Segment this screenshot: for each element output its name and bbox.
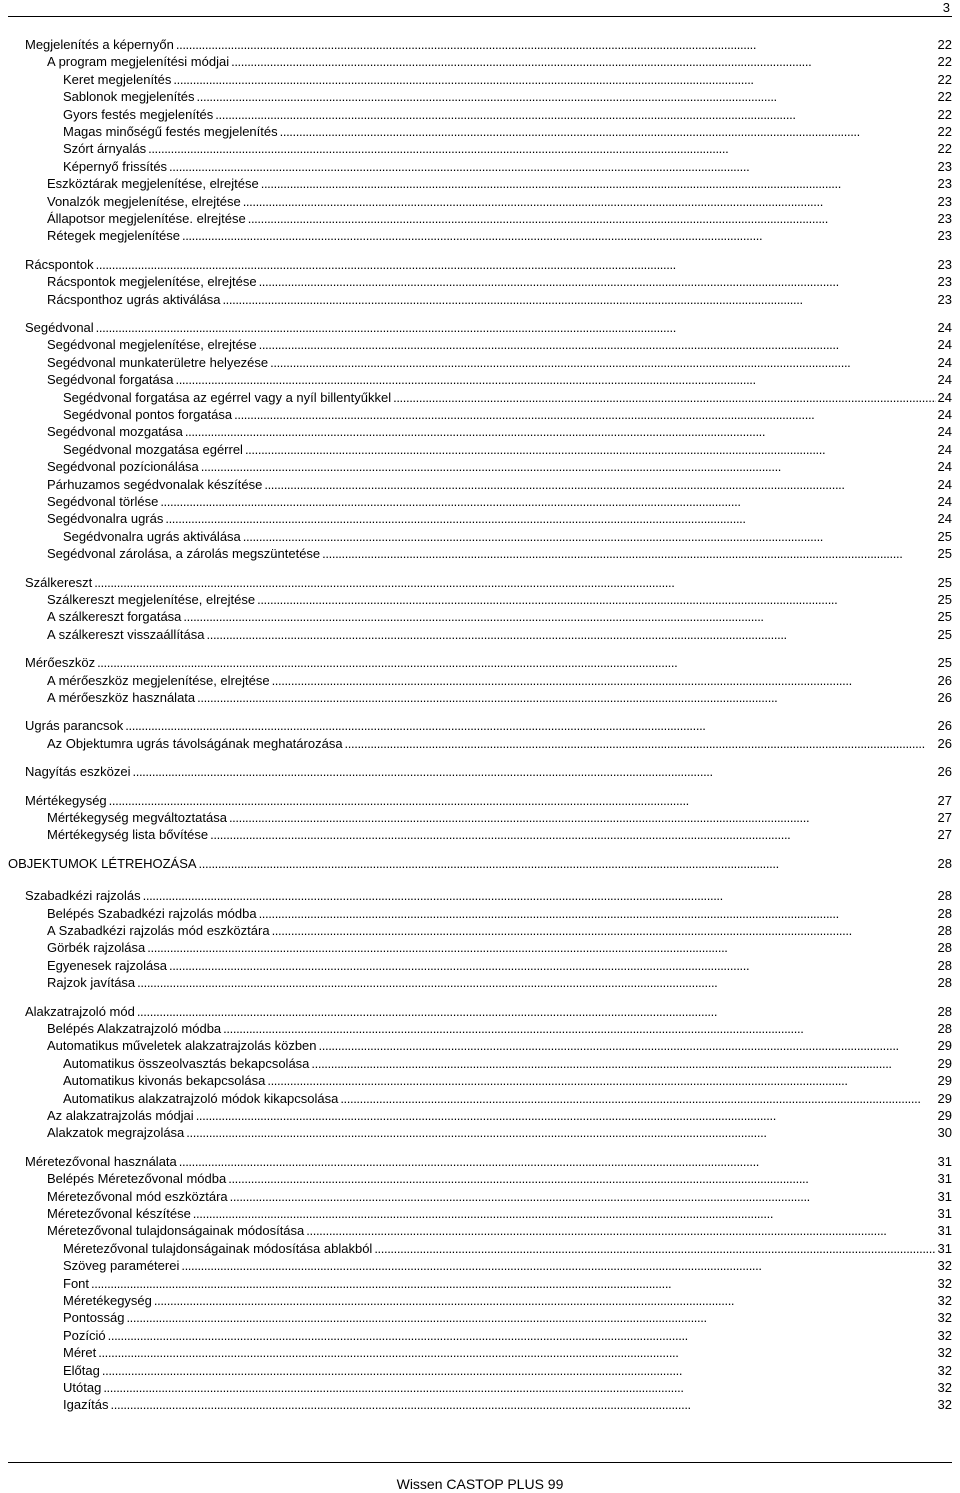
toc-leader-dots [98, 1344, 935, 1361]
toc-entry-page: 28 [937, 957, 952, 973]
toc-entry-page: 32 [937, 1362, 952, 1378]
toc-entry-page: 29 [937, 1073, 952, 1089]
toc-entry-title: Egyenesek rajzolása [47, 957, 167, 973]
toc-entry-title: Automatikus műveletek alakzatrajzolás közben [47, 1038, 317, 1054]
toc-entry-title: Vonalzók megjelenítése, elrejtése [47, 193, 241, 209]
toc-entry[interactable] [47, 1107, 952, 1124]
toc-leader-dots [322, 545, 935, 562]
toc-leader-dots [234, 406, 935, 423]
toc-entry-page: 32 [937, 1327, 952, 1343]
toc-entry-page: 25 [937, 592, 952, 607]
toc-entry-title: Méretékegység [63, 1293, 152, 1308]
toc-leader-dots [96, 319, 936, 336]
toc-entry[interactable] [63, 406, 952, 423]
toc-entry[interactable] [63, 1362, 952, 1379]
toc-entry[interactable] [63, 1275, 952, 1292]
toc-entry-title: Segédvonalra ugrás [47, 511, 164, 527]
toc-entry-page: 23 [937, 228, 952, 244]
toc-leader-dots [345, 735, 936, 752]
toc-entry-title: Sablonok megjelenítés [63, 89, 195, 105]
toc-entry-page: 28 [937, 855, 952, 871]
toc-leader-dots [103, 1379, 935, 1396]
toc-entry-title: Segédvonal törlése [47, 494, 159, 509]
toc-leader-dots [137, 1003, 936, 1020]
toc-entry[interactable] [63, 123, 952, 140]
toc-leader-dots [199, 855, 936, 872]
toc-entry-title: Méretezővonal tulajdonságainak módosítása ablakból [63, 1240, 373, 1256]
toc-entry[interactable] [47, 974, 952, 991]
toc-leader-dots [259, 336, 936, 353]
toc-entry-page: 23 [937, 211, 952, 226]
toc-entry-title: Segédvonal forgatása [47, 372, 174, 388]
toc-entry-title: Belépés Szabadkézi rajzolás módba [47, 905, 257, 921]
toc-entry[interactable] [47, 957, 952, 974]
toc-entry[interactable] [47, 1020, 952, 1037]
toc-leader-dots [230, 1188, 936, 1205]
toc-entry[interactable] [47, 545, 952, 562]
toc-entry-page: 22 [937, 141, 952, 157]
toc-entry-page: 24 [937, 441, 952, 457]
toc-entry-title: Rácspontok megjelenítése, elrejtése [47, 274, 257, 290]
toc-entry[interactable] [47, 371, 952, 388]
toc-leader-dots [185, 423, 936, 440]
toc-entry[interactable] [63, 140, 952, 157]
toc-entry[interactable] [63, 1396, 952, 1413]
toc-entry[interactable] [47, 1222, 952, 1239]
toc-entry-page: 24 [937, 372, 952, 388]
toc-leader-dots [210, 826, 935, 843]
toc-entry-page: 28 [937, 905, 952, 921]
toc-leader-dots [137, 974, 935, 991]
toc-leader-dots [270, 354, 935, 371]
toc-entry-page: 32 [937, 1397, 952, 1413]
toc-entry-title: A szálkereszt forgatása [47, 609, 182, 625]
toc-leader-dots [374, 1240, 935, 1257]
toc-leader-dots [201, 458, 936, 475]
toc-entry-title: Mértékegység lista bővítése [47, 827, 209, 843]
toc-entry[interactable] [47, 591, 952, 608]
toc-leader-dots [109, 792, 936, 809]
toc-entry-page: 24 [937, 476, 952, 492]
toc-entry[interactable] [25, 887, 952, 904]
toc-entry[interactable] [25, 319, 952, 336]
page-number: 3 [942, 0, 950, 15]
toc-leader-dots [96, 256, 936, 273]
toc-entry-page: 28 [937, 1003, 952, 1019]
toc-entry-page: 31 [937, 1206, 952, 1221]
toc-entry[interactable] [47, 922, 952, 939]
toc-entry[interactable] [47, 905, 952, 922]
toc-entry-title: Igazítás [63, 1397, 109, 1413]
toc-entry-title: Szálkereszt megjelenítése, elrejtése [47, 592, 256, 607]
toc-entry[interactable] [63, 1072, 952, 1089]
toc-leader-dots [165, 510, 935, 527]
toc-entry[interactable] [47, 336, 952, 353]
footer-text: Wissen CASTOP PLUS 99 [396, 1476, 564, 1492]
toc-leader-dots [102, 1362, 936, 1379]
toc-leader-dots [261, 175, 936, 192]
toc-leader-dots [97, 654, 935, 671]
toc-entry-page: 26 [937, 690, 952, 705]
toc-entry-page: 31 [937, 1153, 952, 1169]
toc-entry[interactable] [47, 939, 952, 956]
toc-entry-page: 22 [937, 89, 952, 105]
toc-entry-title: Mértékegység [25, 792, 107, 808]
toc-entry-page: 25 [937, 626, 952, 642]
toc-leader-dots [259, 273, 936, 290]
toc-entry-page: 24 [937, 354, 952, 370]
toc-entry-title: Szórt árnyalás [63, 141, 147, 157]
toc-entry-title: A szálkereszt visszaállítása [47, 626, 205, 642]
toc-entry-page: 23 [937, 274, 952, 290]
toc-entry-title: Segédvonal mozgatása [47, 424, 183, 440]
toc-entry-page: 32 [937, 1258, 952, 1274]
toc-entry[interactable] [47, 672, 952, 689]
toc-entry-title: Pozíció [63, 1327, 106, 1343]
toc-entry-title: Alakzatrajzoló mód [25, 1003, 135, 1019]
toc-entry[interactable] [25, 574, 952, 591]
toc-entry[interactable] [25, 792, 952, 809]
toc-entry[interactable] [47, 510, 952, 527]
toc-entry-page: 28 [937, 888, 952, 904]
toc-entry-page: 24 [937, 337, 952, 353]
toc-entry[interactable] [63, 158, 952, 175]
toc-entry-title: Eszköztárak megjelenítése, elrejtése [47, 176, 259, 192]
toc-entry-page: 31 [937, 1171, 952, 1187]
toc-leader-dots [94, 574, 935, 591]
toc-entry-page: 24 [937, 389, 952, 405]
toc-leader-dots [228, 1170, 935, 1187]
toc-leader-dots [223, 1020, 935, 1037]
toc-entry-page: 32 [937, 1310, 952, 1326]
toc-entry-title: A program megjelenítési módjai [47, 54, 230, 70]
toc-leader-dots [126, 1309, 935, 1326]
toc-entry[interactable] [47, 227, 952, 244]
toc-leader-dots [259, 905, 936, 922]
toc-entry-title: Szöveg paraméterei [63, 1258, 180, 1274]
toc-leader-dots [197, 689, 935, 706]
toc-leader-dots [193, 1205, 936, 1222]
toc-entry[interactable] [47, 1037, 952, 1054]
toc-entry-title: Gyors festés megjelenítés [63, 106, 214, 122]
toc-entry-title: Előtag [63, 1362, 100, 1378]
toc-entry[interactable] [25, 654, 952, 671]
toc-leader-dots [181, 1257, 935, 1274]
toc-entry-title: Pontosság [63, 1310, 125, 1326]
toc-leader-dots [243, 193, 936, 210]
toc-entry[interactable] [63, 106, 952, 123]
toc-entry-title: Megjelenítés a képernyőn [25, 37, 174, 52]
toc-entry-title: Képernyő frissítés [63, 158, 168, 174]
toc-entry-page: 31 [937, 1223, 952, 1239]
toc-entry[interactable] [47, 626, 952, 643]
toc-leader-dots [272, 672, 936, 689]
toc-entry-title: Méretezővonal tulajdonságainak módosítása [47, 1223, 305, 1239]
toc-entry-title: OBJEKTUMOK LÉTREHOZÁSA [8, 855, 197, 871]
toc-leader-dots [183, 608, 935, 625]
toc-entry[interactable] [47, 1124, 952, 1141]
toc-entry-title: Méretezővonal készítése [47, 1206, 191, 1221]
toc-entry-page: 24 [937, 511, 952, 527]
toc-entry-page: 28 [937, 1021, 952, 1036]
toc-entry-page: 27 [937, 792, 952, 808]
toc-entry[interactable] [47, 608, 952, 625]
toc-entry-title: Alakzatok megrajzolása [47, 1125, 185, 1141]
toc-entry-page: 24 [937, 407, 952, 422]
toc-entry-page: 28 [937, 923, 952, 938]
toc-entry-page: 26 [937, 764, 952, 780]
toc-leader-dots [243, 528, 936, 545]
toc-entry-page: 22 [937, 71, 952, 87]
toc-leader-dots [169, 957, 936, 974]
toc-entry[interactable] [47, 809, 952, 826]
toc-entry[interactable] [63, 441, 952, 458]
toc-entry[interactable] [47, 458, 952, 475]
toc-leader-dots [169, 158, 935, 175]
toc-entry-page: 31 [937, 1240, 952, 1256]
toc-leader-dots [222, 291, 935, 308]
toc-entry-page: 25 [937, 528, 952, 544]
toc-leader-dots [108, 1327, 936, 1344]
footer-rule [8, 1462, 952, 1463]
toc-entry[interactable] [25, 36, 952, 53]
toc-entry[interactable] [63, 88, 952, 105]
toc-entry-title: Segédvonal mozgatása egérrel [63, 441, 243, 457]
toc-leader-dots [215, 106, 935, 123]
toc-entry-title: Méretezővonal mód eszköztára [47, 1188, 228, 1204]
toc-entry[interactable] [63, 1240, 952, 1257]
toc-leader-dots [186, 1124, 935, 1141]
toc-entry-title: Rácsponthoz ugrás aktiválása [47, 291, 221, 307]
toc-leader-dots [173, 71, 935, 88]
toc-entry[interactable] [63, 1292, 952, 1309]
toc-entry-page: 29 [937, 1090, 952, 1106]
toc-entry-page: 23 [937, 176, 952, 192]
toc-entry-page: 25 [937, 609, 952, 625]
toc-leader-dots [340, 1090, 935, 1107]
toc-entry-page: 29 [937, 1108, 952, 1123]
toc-entry-page: 29 [937, 1055, 952, 1071]
toc-entry[interactable] [47, 826, 952, 843]
toc-leader-dots [182, 227, 936, 244]
toc-entry[interactable] [47, 476, 952, 493]
toc-entry-title: Állapotsor megjelenítése. elrejtése [47, 211, 246, 226]
toc-entry-title: Görbék rajzolása [47, 940, 146, 956]
toc-entry-title: Keret megjelenítés [63, 71, 172, 87]
toc-entry[interactable] [25, 717, 952, 734]
toc-entry-page: 23 [937, 193, 952, 209]
toc-leader-dots [143, 887, 936, 904]
toc-leader-dots [111, 1396, 936, 1413]
toc-leader-dots [272, 922, 936, 939]
toc-leader-dots [231, 53, 935, 70]
toc-entry[interactable] [47, 210, 952, 227]
toc-leader-dots [207, 626, 936, 643]
toc-entry-page: 24 [937, 320, 952, 335]
toc-entry-title: Font [63, 1275, 90, 1291]
toc-entry-page: 32 [937, 1275, 952, 1291]
header-rule [8, 16, 952, 17]
toc-entry-title: Segédvonal forgatása az egérrel vagy a nyíl billentyűkkel [63, 389, 392, 405]
toc-entry[interactable] [47, 354, 952, 371]
toc-entry[interactable] [63, 1344, 952, 1361]
toc-entry-title: Párhuzamos segédvonalak készítése [47, 476, 263, 492]
toc-entry-title: Segédvonal munkaterületre helyezése [47, 354, 269, 370]
toc-entry-page: 27 [937, 810, 952, 825]
toc-entry[interactable] [63, 1327, 952, 1344]
toc-entry-page: 26 [937, 735, 952, 751]
toc-entry[interactable] [47, 53, 952, 70]
toc-entry[interactable] [25, 256, 952, 273]
toc-leader-dots [229, 809, 936, 826]
toc-entry-title: Belépés Alakzatrajzoló módba [47, 1021, 222, 1036]
toc-entry[interactable] [63, 71, 952, 88]
toc-entry[interactable] [63, 1055, 952, 1072]
toc-entry-title: Magas minőségű festés megjelenítés [63, 124, 278, 139]
toc-entry-title: Méret [63, 1345, 97, 1361]
toc-entry[interactable] [47, 493, 952, 510]
toc-entry-page: 32 [937, 1293, 952, 1308]
toc-entry-page: 24 [937, 424, 952, 440]
toc-leader-dots [91, 1275, 936, 1292]
toc-entry-page: 28 [937, 975, 952, 991]
toc-entry[interactable] [47, 273, 952, 290]
toc-entry[interactable] [47, 423, 952, 440]
toc-entry-title: Szálkereszt [25, 574, 93, 590]
toc-entry[interactable] [25, 1153, 952, 1170]
toc-entry-title: Automatikus alakzatrajzoló módok kikapcsolása [63, 1090, 339, 1106]
toc-leader-dots [306, 1222, 935, 1239]
toc-entry-title: Utótag [63, 1380, 102, 1395]
toc-entry-title: Segédvonal pontos forgatása [63, 407, 233, 422]
toc-entry-page: 24 [937, 494, 952, 509]
toc-entry-page: 22 [937, 54, 952, 70]
toc-entry[interactable] [47, 735, 952, 752]
toc-entry[interactable] [47, 291, 952, 308]
toc-entry-title: Rácspontok [25, 256, 94, 272]
toc-entry-page: 28 [937, 940, 952, 956]
toc-entry-title: Automatikus kivonás bekapcsolása [63, 1073, 266, 1089]
toc-leader-dots [319, 1037, 936, 1054]
toc-entry-title: Nagyítás eszközei [25, 764, 131, 780]
toc-entry-page: 32 [937, 1380, 952, 1395]
toc-entry[interactable] [63, 1090, 952, 1107]
toc-entry-title: Méretezővonal használata [25, 1153, 177, 1169]
toc-entry-page: 24 [937, 459, 952, 475]
toc-leader-dots [125, 717, 935, 734]
toc-entry[interactable] [25, 1003, 952, 1020]
toc-entry-page: 23 [937, 256, 952, 272]
toc-entry[interactable] [47, 689, 952, 706]
toc-entry[interactable] [47, 175, 952, 192]
toc-entry-page: 26 [937, 718, 952, 734]
toc-entry[interactable] [63, 389, 952, 406]
toc-entry-page: 22 [937, 124, 952, 139]
toc-leader-dots [154, 1292, 936, 1309]
toc-entry-title: Automatikus összeolvasztás bekapcsolása [63, 1055, 310, 1071]
toc-entry-page: 25 [937, 574, 952, 590]
toc-leader-dots [197, 88, 936, 105]
toc-leader-dots [160, 493, 935, 510]
toc-entry[interactable] [63, 1257, 952, 1274]
toc-leader-dots [179, 1153, 936, 1170]
toc-leader-dots [147, 939, 935, 956]
toc-entry[interactable] [63, 528, 952, 545]
toc-entry-page: 23 [937, 158, 952, 174]
toc-entry-page: 32 [937, 1345, 952, 1361]
toc-entry-title: Mértékegység megváltoztatása [47, 810, 227, 825]
toc-entry-page: 30 [937, 1125, 952, 1141]
toc-leader-dots [248, 210, 936, 227]
toc-entry-page: 25 [937, 655, 952, 671]
toc-leader-dots [280, 123, 936, 140]
toc-entry[interactable] [25, 763, 952, 780]
toc-entry-page: 23 [937, 291, 952, 307]
toc-entry-title: A Szabadkézi rajzolás mód eszköztára [47, 923, 270, 938]
toc-entry-title: Az alakzatrajzolás módjai [47, 1108, 194, 1123]
toc-entry-title: Segédvonal pozícionálása [47, 459, 199, 475]
toc-entry[interactable] [63, 1309, 952, 1326]
toc-entry-title: Ugrás parancsok [25, 718, 124, 734]
toc-entry-title: Belépés Méretezővonal módba [47, 1171, 227, 1187]
toc-leader-dots [257, 591, 935, 608]
toc-entry-title: Segédvonal megjelenítése, elrejtése [47, 337, 257, 353]
toc-leader-dots [311, 1055, 935, 1072]
toc-entry-title: A mérőeszköz használata [47, 690, 196, 705]
toc-entry[interactable] [8, 855, 952, 872]
toc-entry-page: 31 [937, 1188, 952, 1204]
toc-leader-dots [264, 476, 935, 493]
toc-entry-title: Segédvonal zárolása, a zárolás megszüntetése [47, 546, 321, 562]
toc-entry[interactable] [47, 1205, 952, 1222]
toc-entry-page: 25 [937, 546, 952, 562]
toc-entry-title: Az Objektumra ugrás távolságának meghatározása [47, 735, 343, 751]
toc-leader-dots [148, 140, 935, 157]
toc-leader-dots [133, 763, 936, 780]
toc-entry-title: Segédvonal [25, 320, 94, 335]
toc-entry[interactable] [47, 1188, 952, 1205]
toc-leader-dots [176, 36, 936, 53]
toc-entry-title: Rétegek megjelenítése [47, 228, 180, 244]
toc-entry-page: 29 [937, 1038, 952, 1054]
toc-entry-page: 26 [937, 672, 952, 688]
toc-entry-title: A mérőeszköz megjelenítése, elrejtése [47, 672, 270, 688]
toc-entry-page: 22 [937, 106, 952, 122]
toc-leader-dots [175, 371, 935, 388]
toc-entry-page: 27 [937, 827, 952, 843]
toc-entry-title: Segédvonalra ugrás aktiválása [63, 528, 241, 544]
toc-entry[interactable] [63, 1379, 952, 1396]
toc-entry[interactable] [47, 1170, 952, 1187]
toc-leader-dots [245, 441, 936, 458]
toc-entry-title: Mérőeszköz [25, 655, 96, 671]
toc-entry[interactable] [47, 193, 952, 210]
toc-leader-dots [196, 1107, 936, 1124]
toc-leader-dots [267, 1072, 935, 1089]
toc-leader-dots [393, 389, 935, 406]
toc-entry-title: Rajzok javítása [47, 975, 136, 991]
toc-entry-title: Szabadkézi rajzolás [25, 888, 141, 904]
toc-entry-page: 22 [937, 37, 952, 52]
